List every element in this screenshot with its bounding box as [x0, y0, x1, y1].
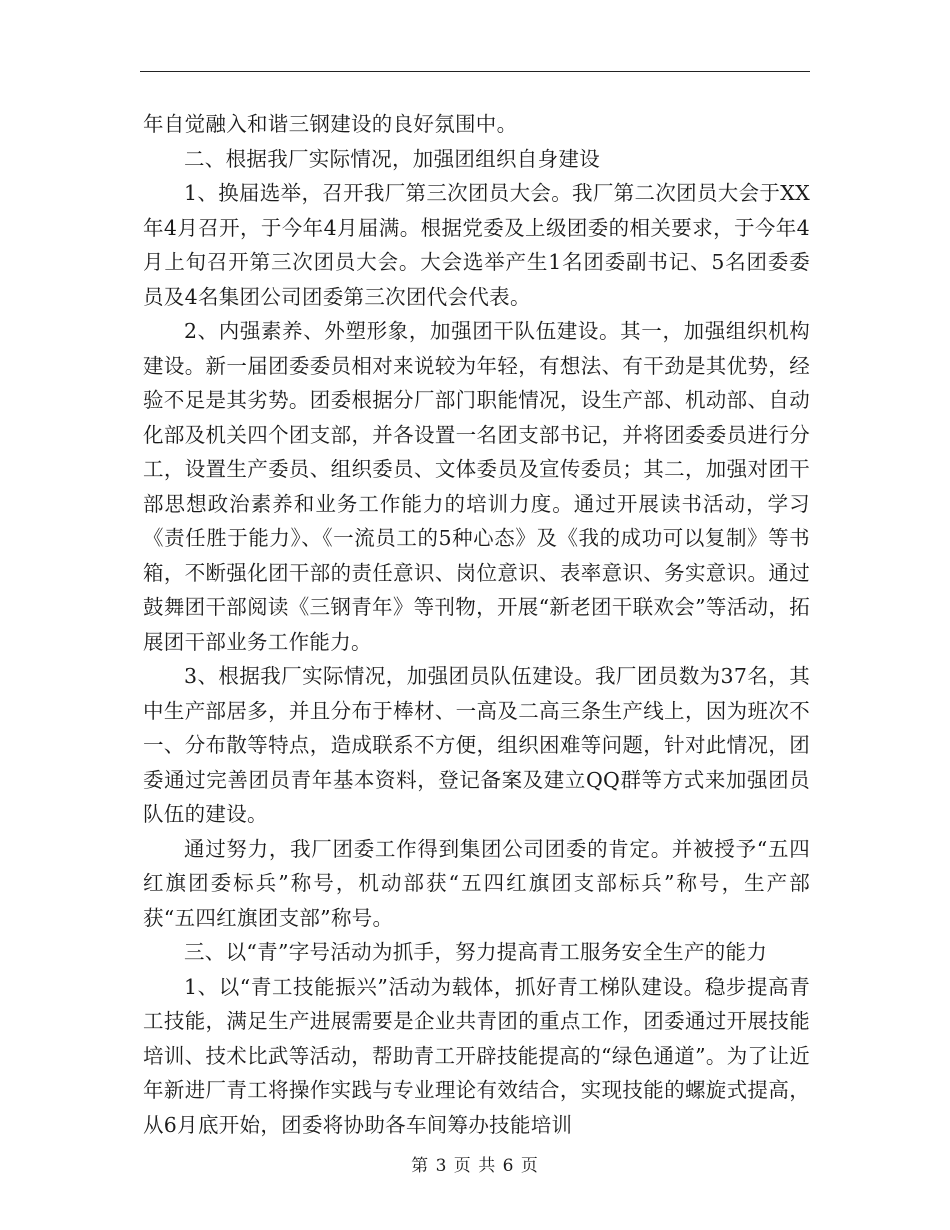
document-body: [143, 107, 810, 1142]
page-number-footer: 第 3 页 共 6 页: [411, 1156, 539, 1176]
section-heading-3: 三、以“青”字号活动为抓手，努力提高青工服务安全生产的能力: [184, 940, 768, 964]
paragraph-continuation: 年自觉融入和谐三钢建设的良好氛围中。: [143, 112, 518, 136]
paragraph-skills: 1、以“青工技能振兴”活动为载体，抓好青工梯队建设。稳步提高青工技能，满足生产进展需要是企业共青团的重点工作，团委通过开展技能培训、技术比武等活动，帮助青工开辟技能提高的“绿色通道”。为了让近年新进厂青工将操作实践与专业理论有效结合，实现技能的螺旋式提高，从6月底开始，团委将协助各车间筹办技能培训: [143, 974, 810, 1137]
header-rule: [140, 71, 810, 72]
paragraph-member-building: 3、根据我厂实际情况，加强团员队伍建设。我厂团员数为37名，其中生产部居多，并且分布于棒材、一高及二高三条生产线上，因为班次不一、分布散等特点，造成联系不方便，组织困难等问题，针对此情况，团委通过完善团员青年基本资料，登记备案及建立QQ群等方式来加强团员队伍的建设。: [143, 664, 810, 826]
paragraph-honors: 通过努力，我厂团委工作得到集团公司团委的肯定。并被授予“五四红旗团委标兵”称号，机动部获“五四红旗团支部标兵”称号，生产部获“五四红旗团支部”称号。: [143, 836, 810, 930]
section-heading-2: 二、根据我厂实际情况，加强团组织自身建设: [184, 146, 600, 171]
paragraph-cadre-building: 2、内强素养、外塑形象，加强团干队伍建设。其一，加强组织机构建设。新一届团委委员相对来说较为年轻，有想法、有干劲是其优势，经验不足是其劣势。团委根据分厂部门职能情况，设生产部、机动部、自动化部及机关四个团支部，并各设置一名团支部书记，并将团委委员进行分工，设置生产委员、组织委员、文体委员及宣传委员；其二，加强对团干部思想政治素养和业务工作能力的培训力度。通过开展读书活动，学习《责任胜于能力》、《一流员工的5种心态》及《我的成功可以复制》等书箱，不断强化团干部的责任意识、岗位意识、表率意识、务实意识。通过鼓舞团干部阅读《三钢青年》等刊物，开展“新老团干联欢会”等活动，拓展团干部业务工作能力。: [143, 319, 810, 654]
paragraph-election: 1、换届选举，召开我厂第三次团员大会。我厂第二次团员大会于XX年4月召开，于今年4月届满。根据党委及上级团委的相关要求，于今年4月上旬召开第三次团员大会。大会选举产生1名团委副书记、5名团委委员及4名集团公司团委第三次团代会代表。: [143, 181, 810, 309]
